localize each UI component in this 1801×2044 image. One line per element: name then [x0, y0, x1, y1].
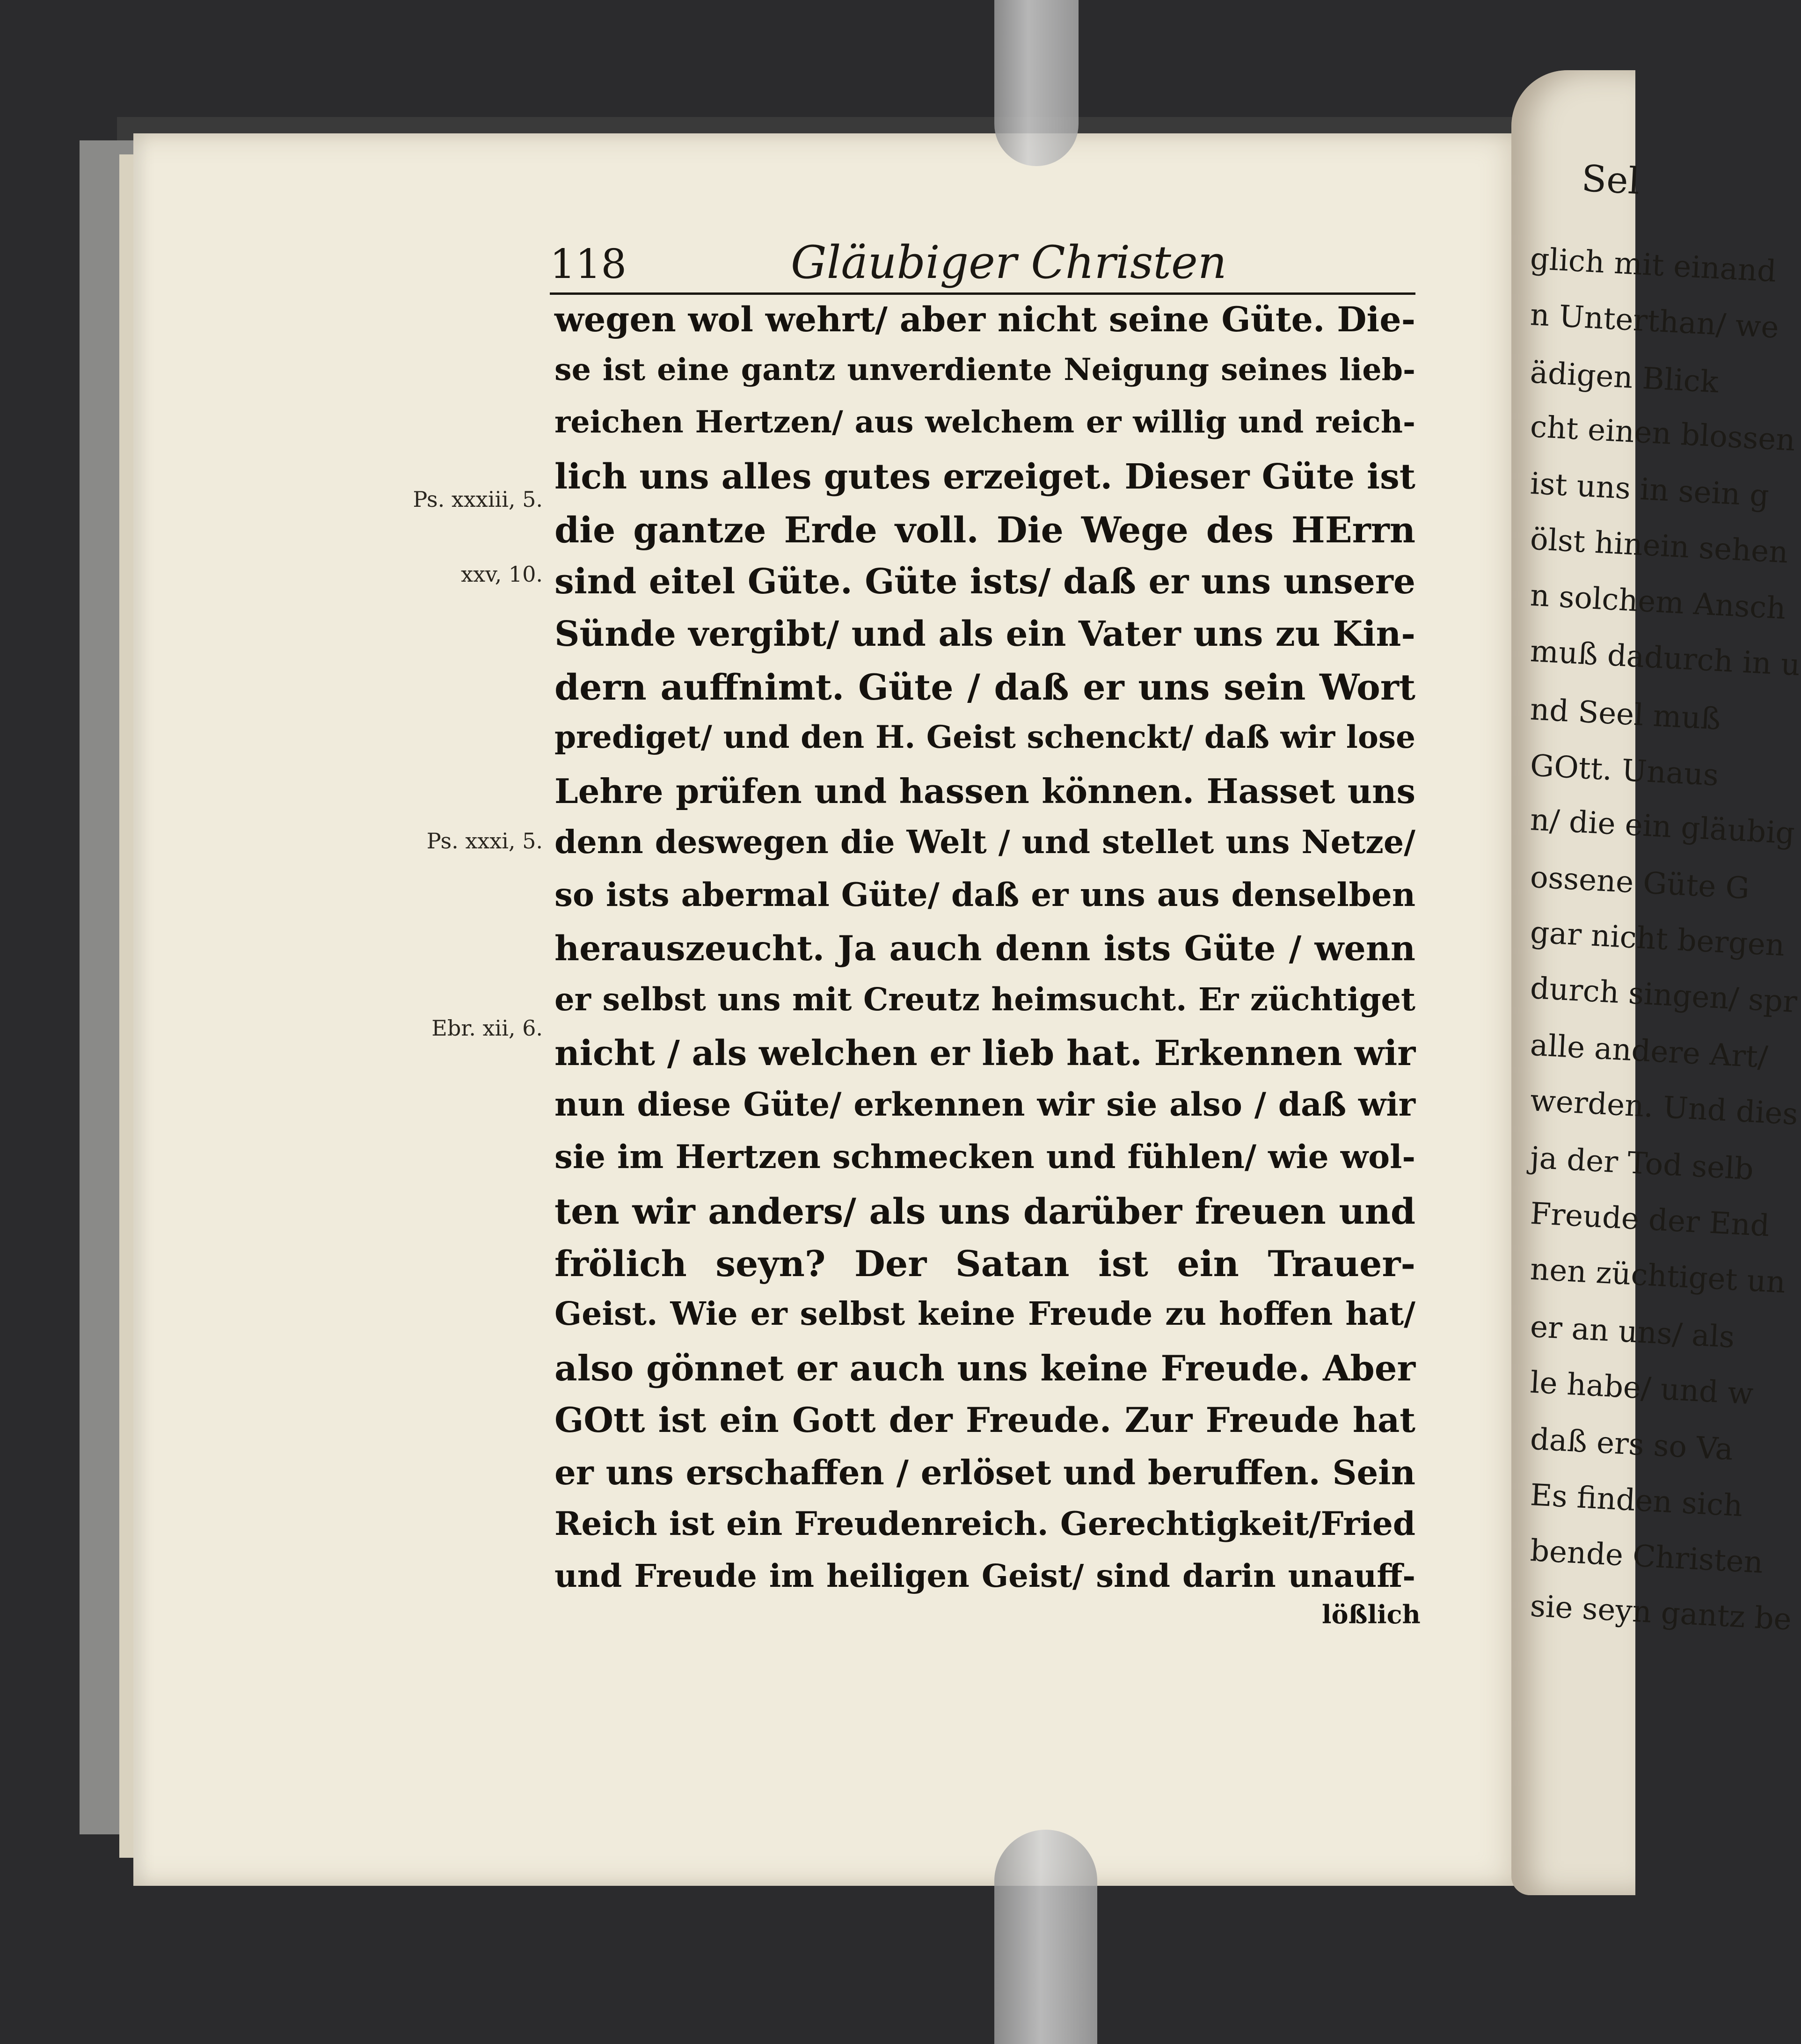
- facing-line: Freude der End: [1529, 1196, 1771, 1244]
- facing-line: alle andere Art/: [1529, 1028, 1769, 1075]
- margin-note: Ps. xxxi, 5.: [426, 828, 543, 854]
- text-line: ten wir anders/ als uns darüber freuen und: [554, 1190, 1415, 1232]
- facing-line: sie seyn gantz be: [1529, 1589, 1793, 1637]
- text-line: GOtt ist ein Gott der Freude. Zur Freude hat: [554, 1400, 1415, 1440]
- text-line: er uns erschaffen / erlöset und beruffen. Sein: [554, 1453, 1415, 1492]
- facing-line: GOtt. Unaus: [1529, 748, 1720, 793]
- facing-line: bende Christen: [1529, 1533, 1764, 1580]
- text-line: sind eitel Güte. Güte ists/ daß er uns unsere: [554, 562, 1415, 602]
- facing-line: werden. Und dies: [1529, 1083, 1799, 1132]
- text-line: herauszeucht. Ja auch denn ists Güte / wenn: [554, 928, 1415, 969]
- running-title: Gläubiger Christen: [791, 236, 1227, 289]
- catchword: lößlich: [1322, 1599, 1421, 1629]
- facing-line: n/ die ein gläubig: [1529, 803, 1796, 851]
- facing-line: nd Seel muß: [1529, 692, 1722, 737]
- header-rule: [550, 292, 1415, 295]
- facing-line: n solchem Ansch: [1529, 578, 1787, 627]
- text-line: und Freude im heiligen Geist/ sind darin unauff-: [554, 1557, 1415, 1594]
- text-line: lich uns alles gutes erzeiget. Dieser Güte ist: [554, 457, 1415, 497]
- facing-line: muß dadurch in u: [1529, 634, 1801, 683]
- facing-line: n Unterthan/ we: [1529, 298, 1780, 345]
- margin-note: xxv, 10.: [461, 562, 543, 587]
- text-line: sie im Hertzen schmecken und fühlen/ wie wol-: [554, 1138, 1415, 1176]
- facing-head: Sel: [1580, 157, 1641, 203]
- text-line: nun diese Güte/ erkennen wir sie also / daß wir: [554, 1086, 1415, 1124]
- facing-line: ossene Güte G: [1529, 860, 1750, 906]
- text-line: prediget/ und den H. Geist schenckt/ daß wir lose: [554, 719, 1415, 755]
- facing-line: ädigen Blick: [1529, 355, 1720, 400]
- page-number: 118: [550, 241, 627, 288]
- facing-line: daß ers so Va: [1529, 1422, 1734, 1467]
- facing-line: ist uns in sein g: [1529, 466, 1770, 514]
- text-line: dern auffnimt. Güte / daß er uns sein Wort: [554, 666, 1415, 708]
- facing-line: nen züchtiget un: [1529, 1252, 1786, 1300]
- facing-line: Es finden sich: [1529, 1478, 1744, 1524]
- facing-line: cht einen blossen: [1529, 409, 1796, 458]
- facing-line: ölst hinein sehen: [1529, 522, 1789, 570]
- page-clamp-top: [994, 0, 1079, 166]
- text-line: nicht / als welchen er lieb hat. Erkennen wir: [554, 1033, 1416, 1073]
- text-line: Lehre prüfen und hassen können. Hasset uns: [554, 771, 1415, 811]
- text-line: se ist eine gantz unverdiente Neigung seines lieb-: [554, 352, 1415, 387]
- text-line: frölich seyn? Der Satan ist ein Trauer-: [554, 1243, 1415, 1285]
- text-line: die gantze Erde voll. Die Wege des HErrn: [554, 509, 1415, 551]
- margin-note: Ebr. xii, 6.: [431, 1015, 543, 1041]
- text-line: so ists abermal Güte/ daß er uns aus denselben: [554, 876, 1415, 914]
- facing-line: durch singen/ spr: [1529, 971, 1798, 1020]
- text-line: reichen Hertzen/ aus welchem er willig und reich-: [554, 404, 1415, 440]
- text-line: Geist. Wie er selbst keine Freude zu hoffen hat/: [554, 1295, 1415, 1333]
- margin-note: Ps. xxxiii, 5.: [413, 487, 543, 512]
- text-line: Reich ist ein Freudenreich. Gerechtigkeit/Fried: [554, 1505, 1415, 1543]
- text-line: denn deswegen die Welt / und stellet uns Netze/: [554, 824, 1415, 861]
- facing-line: er an uns/ als: [1529, 1309, 1735, 1355]
- facing-line: gar nicht bergen: [1529, 915, 1786, 964]
- facing-page: [1511, 70, 1801, 1895]
- text-line: wegen wol wehrt/ aber nicht seine Güte. Die-: [554, 299, 1415, 340]
- page-clamp-bottom: [994, 1830, 1097, 2044]
- text-line: also gönnet er auch uns keine Freude. Aber: [554, 1348, 1415, 1389]
- text-line: er selbst uns mit Creutz heimsucht. Er züchtiget: [554, 981, 1415, 1018]
- text-line: Sünde vergibt/ und als ein Vater uns zu Kin-: [554, 614, 1415, 654]
- facing-line: glich mit einand: [1529, 241, 1778, 289]
- facing-line: le habe/ und w: [1529, 1365, 1754, 1412]
- facing-line: ja der Tod selb: [1529, 1140, 1755, 1187]
